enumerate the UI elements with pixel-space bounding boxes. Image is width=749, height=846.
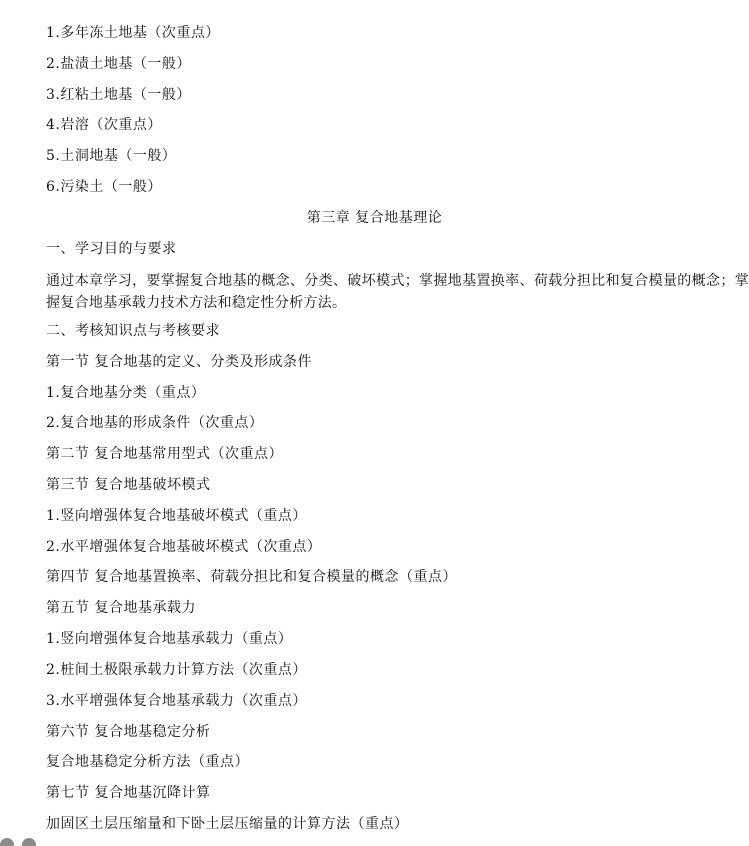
list-item: 1.复合地基分类（重点） [46, 385, 206, 401]
decorative-circle-icon [0, 838, 14, 846]
list-item: 2.盐渍土地基（一般） [46, 56, 191, 72]
list-item: 第五节 复合地基承载力 [46, 600, 196, 616]
list-item: 2.复合地基的形成条件（次重点） [46, 415, 264, 431]
list-item: 1.竖向增强体复合地基承载力（重点） [46, 631, 293, 647]
chapter-title: 第三章 复合地基理论 [306, 210, 443, 226]
list-item: 第二节 复合地基常用型式（次重点） [46, 446, 283, 462]
section-heading: 二、考核知识点与考核要求 [46, 323, 220, 339]
list-item: 复合地基稳定分析方法（重点） [46, 754, 249, 770]
list-item: 4.岩溶（次重点） [46, 117, 162, 133]
decorative-circle-icon [22, 838, 36, 846]
list-item: 第四节 复合地基置换率、荷载分担比和复合模量的概念（重点） [46, 569, 457, 585]
list-item: 1.多年冻土地基（次重点） [46, 25, 220, 41]
list-item: 6.污染土（一般） [46, 179, 162, 195]
list-item: 3.红粘土地基（一般） [46, 87, 191, 103]
list-item: 3.水平增强体复合地基承载力（次重点） [46, 693, 307, 709]
list-item: 加固区土层压缩量和下卧土层压缩量的计算方法（重点） [46, 816, 409, 832]
list-item: 2.桩间土极限承载力计算方法（次重点） [46, 662, 307, 678]
section-heading: 一、学习目的与要求 [46, 241, 177, 257]
list-item: 第七节 复合地基沉降计算 [46, 785, 211, 801]
list-item: 2.水平增强体复合地基破坏模式（次重点） [46, 539, 322, 555]
decorative-bottom-mark [0, 838, 42, 846]
study-goal-paragraph: 通过本章学习，要掌握复合地基的概念、分类、破坏模式；掌握地基置换率、荷载分担比和复合模量的概念；掌握复合地基承载力技术方法和稳定性分析方法。 [46, 273, 749, 311]
list-item: 第六节 复合地基稳定分析 [46, 724, 211, 740]
list-item: 第一节 复合地基的定义、分类及形成条件 [46, 354, 312, 370]
list-item: 1.竖向增强体复合地基破坏模式（重点） [46, 508, 307, 524]
list-item: 第三节 复合地基破坏模式 [46, 477, 211, 493]
list-item: 5.土洞地基（一般） [46, 148, 177, 164]
